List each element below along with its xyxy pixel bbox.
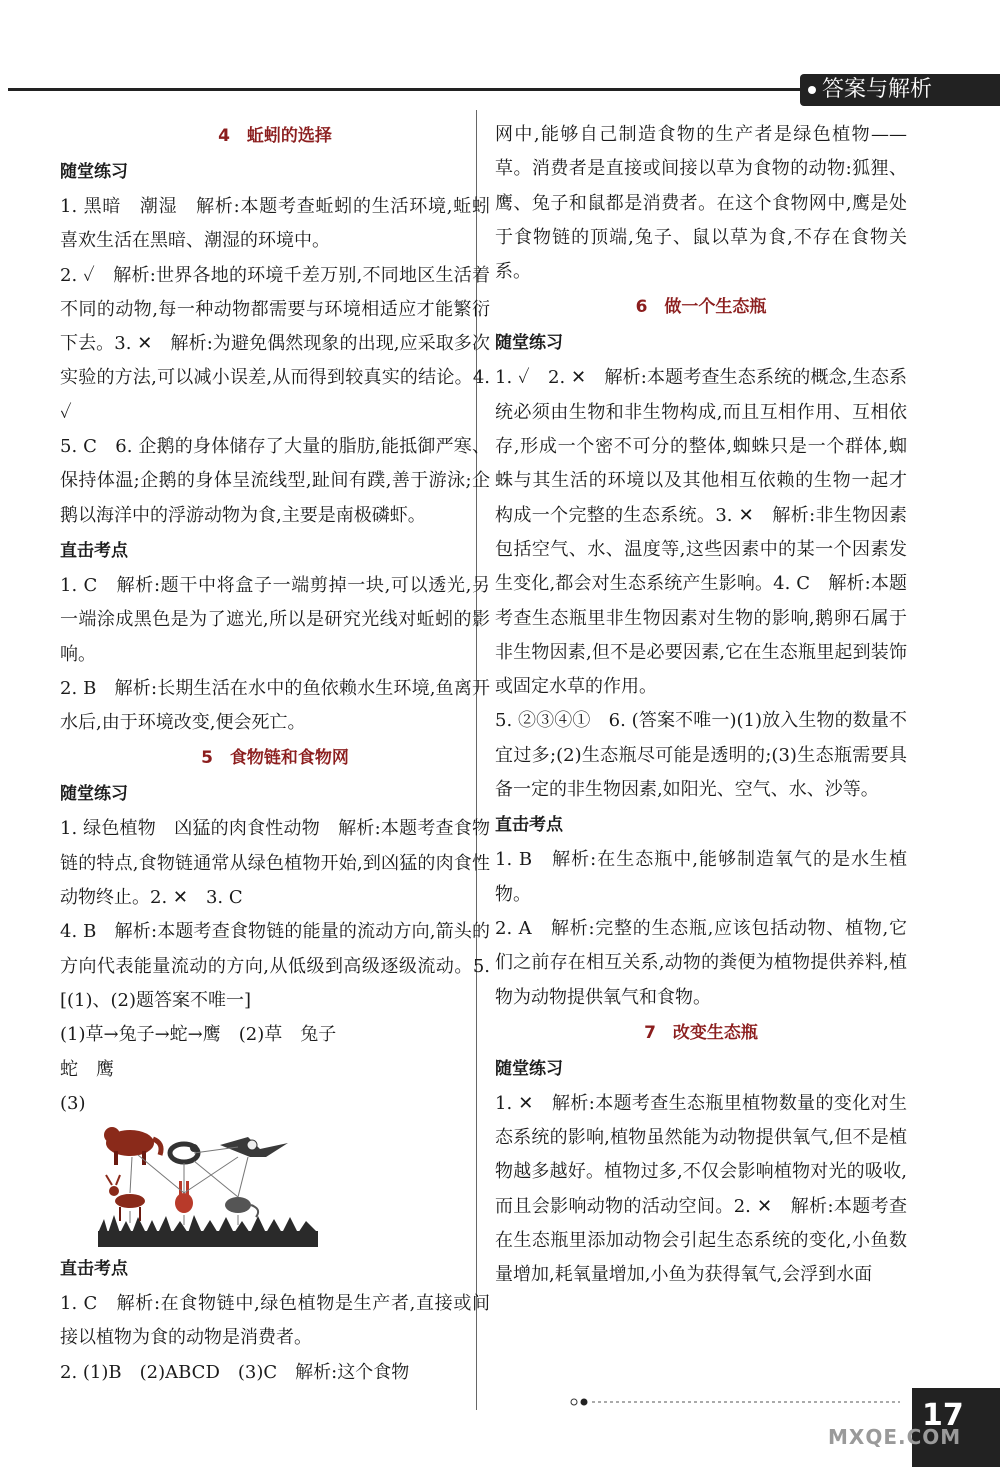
badge-dot-icon bbox=[808, 86, 816, 94]
section-4-practice-heading: 随堂练习 bbox=[60, 162, 128, 182]
section-4-title: 4 蚯蚓的选择 bbox=[218, 126, 332, 146]
section-7-title: 7 改变生态瓶 bbox=[644, 1022, 758, 1043]
section-6-answer-2: 5. ②③④① 6. (答案不唯一)(1)放入生物的数量不宜过多;(2)生态瓶尽可能是透明的;(3)生态瓶需要具备一定的非生物因素,如阳光、空气、水、沙等。 bbox=[495, 710, 907, 801]
section-5-exam-2-continued: 网中,能够自己制造食物的生产者是绿色植物——草。消费者是直接或间接以草为食物的动物:狐狸、鹰、兔子和鼠都是消费者。在这个食物网中,鹰是处于食物链的顶端,兔子、鼠以草为食,不存在食物关系。 bbox=[495, 124, 907, 283]
section-4-answer-2: 2. ✓ 解析:世界各地的环境千差万别,不同地区生活着不同的动物,每一种动物都需要与环境相适应才能繁衍下去。3. ✕ 解析:为避免偶然现象的出现,应采取多次实验的方法,可以减小误差,从而得到较真实的结论。4. ✓ bbox=[60, 264, 490, 423]
section-6-exam-heading: 直击考点 bbox=[495, 815, 563, 836]
snake-icon bbox=[170, 1144, 198, 1162]
section-5-answer-1: 1. 绿色植物 凶猛的肉食性动物 解析:本题考查食物链的特点,食物链通常从绿色植物开始,到凶猛的肉食性动物终止。2. ✕ 3. C bbox=[60, 818, 490, 909]
food-web-label: (3) bbox=[60, 1092, 86, 1114]
right-column bbox=[495, 118, 907, 1293]
section-5-practice-heading: 随堂练习 bbox=[60, 784, 128, 805]
section-4-exam-1: 1. C 解析:题干中将盒子一端剪掉一块,可以透光,另一端涂成黑色是为了遮光,所以是研究光线对蚯蚓的影响。 bbox=[60, 574, 490, 665]
food-web-illustration bbox=[98, 1123, 318, 1247]
section-5-exam-1: 1. C 解析:在食物链中,绿色植物是生产者,直接或间接以植物为食的动物是消费者。 bbox=[60, 1293, 490, 1349]
section-4-answer-3: 5. C 6. 企鹅的身体储存了大量的脂肪,能抵御严寒、保持体温;企鹅的身体呈流线型,趾间有蹼,善于游泳;企鹅以海洋中的浮游动物为食,主要是南极磷虾。 bbox=[60, 436, 490, 526]
section-7-practice-heading: 随堂练习 bbox=[495, 1058, 563, 1079]
section-badge bbox=[800, 74, 1000, 106]
section-4-answer-1: 1. 黑暗 潮湿 解析:本题考查蚯蚓的生活环境,蚯蚓喜欢生活在黑暗、潮湿的环境中。 bbox=[60, 196, 490, 252]
left-column bbox=[60, 118, 490, 1390]
section-5-answer-2: 4. B 解析:本题考查食物链的能量的流动方向,箭头的方向代表能量流动的方向,从低级到高级逐级流动。5. [(1)、(2)题答案不唯一] bbox=[60, 921, 490, 1011]
food-chain-answer: (1)草→兔子→蛇→鹰 (2)草 兔子 bbox=[60, 1024, 337, 1046]
watermark: MXQE.COM bbox=[828, 1425, 962, 1449]
section-6-exam-1: 1. B 解析:在生态瓶中,能够制造氧气的是水生植物。 bbox=[495, 849, 907, 905]
section-6-title: 6 做一个生态瓶 bbox=[635, 297, 767, 318]
section-5-exam-heading: 直击考点 bbox=[60, 1259, 128, 1280]
section-6-practice-heading: 随堂练习 bbox=[495, 333, 563, 354]
page-number: 17 bbox=[922, 1398, 964, 1433]
section-4-exam-heading: 直击考点 bbox=[60, 540, 128, 561]
footer-dotted-rule bbox=[570, 1398, 900, 1406]
section-5-exam-2: 2. (1)B (2)ABCD (3)C 解析:这个食物 bbox=[60, 1361, 410, 1383]
eagle-icon bbox=[220, 1137, 288, 1157]
section-7-answer-1: 1. ✕ 解析:本题考查生态瓶里植物数量的变化对生态系统的影响,植物虽然能为动物提供氧气,但不是植物越多越好。植物过多,不仅会影响植物对光的吸收,而且会影响动物的活动空间。2. ✕ 解析:本题考查在生态瓶里添加动物会引起生态系统的变化,小鱼数量增加,耗氧量增加,小鱼为获得氧气,会浮到水面 bbox=[495, 1092, 907, 1286]
mouse-icon bbox=[225, 1197, 258, 1217]
section-5-title: 5 食物链和食物网 bbox=[201, 748, 349, 769]
section-4-exam-2: 2. B 解析:长期生活在水中的鱼依赖水生环境,鱼离开水后,由于环境改变,便会死亡。 bbox=[60, 677, 490, 734]
grass-icon bbox=[98, 1215, 318, 1247]
header-rule bbox=[8, 88, 808, 91]
section-6-answer-1: 1. ✓ 2. ✕ 解析:本题考查生态系统的概念,生态系统必须由生物和非生物构成,而且互相作用、互相依存,形成一个密不可分的整体,蜘蛛只是一个群体,蜘蛛与其生活的环境以及其他相互依赖的生物一起才构成一个完整的生态系统。3. ✕ 解析:非生物因素包括空气、水、温度等,这些因素中的某一个因素发生变化,都会对生态系统产生影响。4. C 解析:本题考查生态瓶里非生物因素对生物的影响,鹅卵石属于非生物因素,但不是必要因素,它在生态瓶里起到装饰或固定水草的作用。 bbox=[495, 367, 907, 698]
deer-icon bbox=[106, 1175, 145, 1221]
food-chain-answer-2: 蛇 鹰 bbox=[60, 1058, 114, 1080]
fox-icon bbox=[104, 1127, 161, 1165]
section-6-exam-2: 2. A 解析:完整的生态瓶,应该包括动物、植物,它们之前存在相互关系,动物的粪便为植物提供养料,植物为动物提供氧气和食物。 bbox=[495, 917, 907, 1008]
badge-label: 答案与解析 bbox=[822, 77, 933, 102]
